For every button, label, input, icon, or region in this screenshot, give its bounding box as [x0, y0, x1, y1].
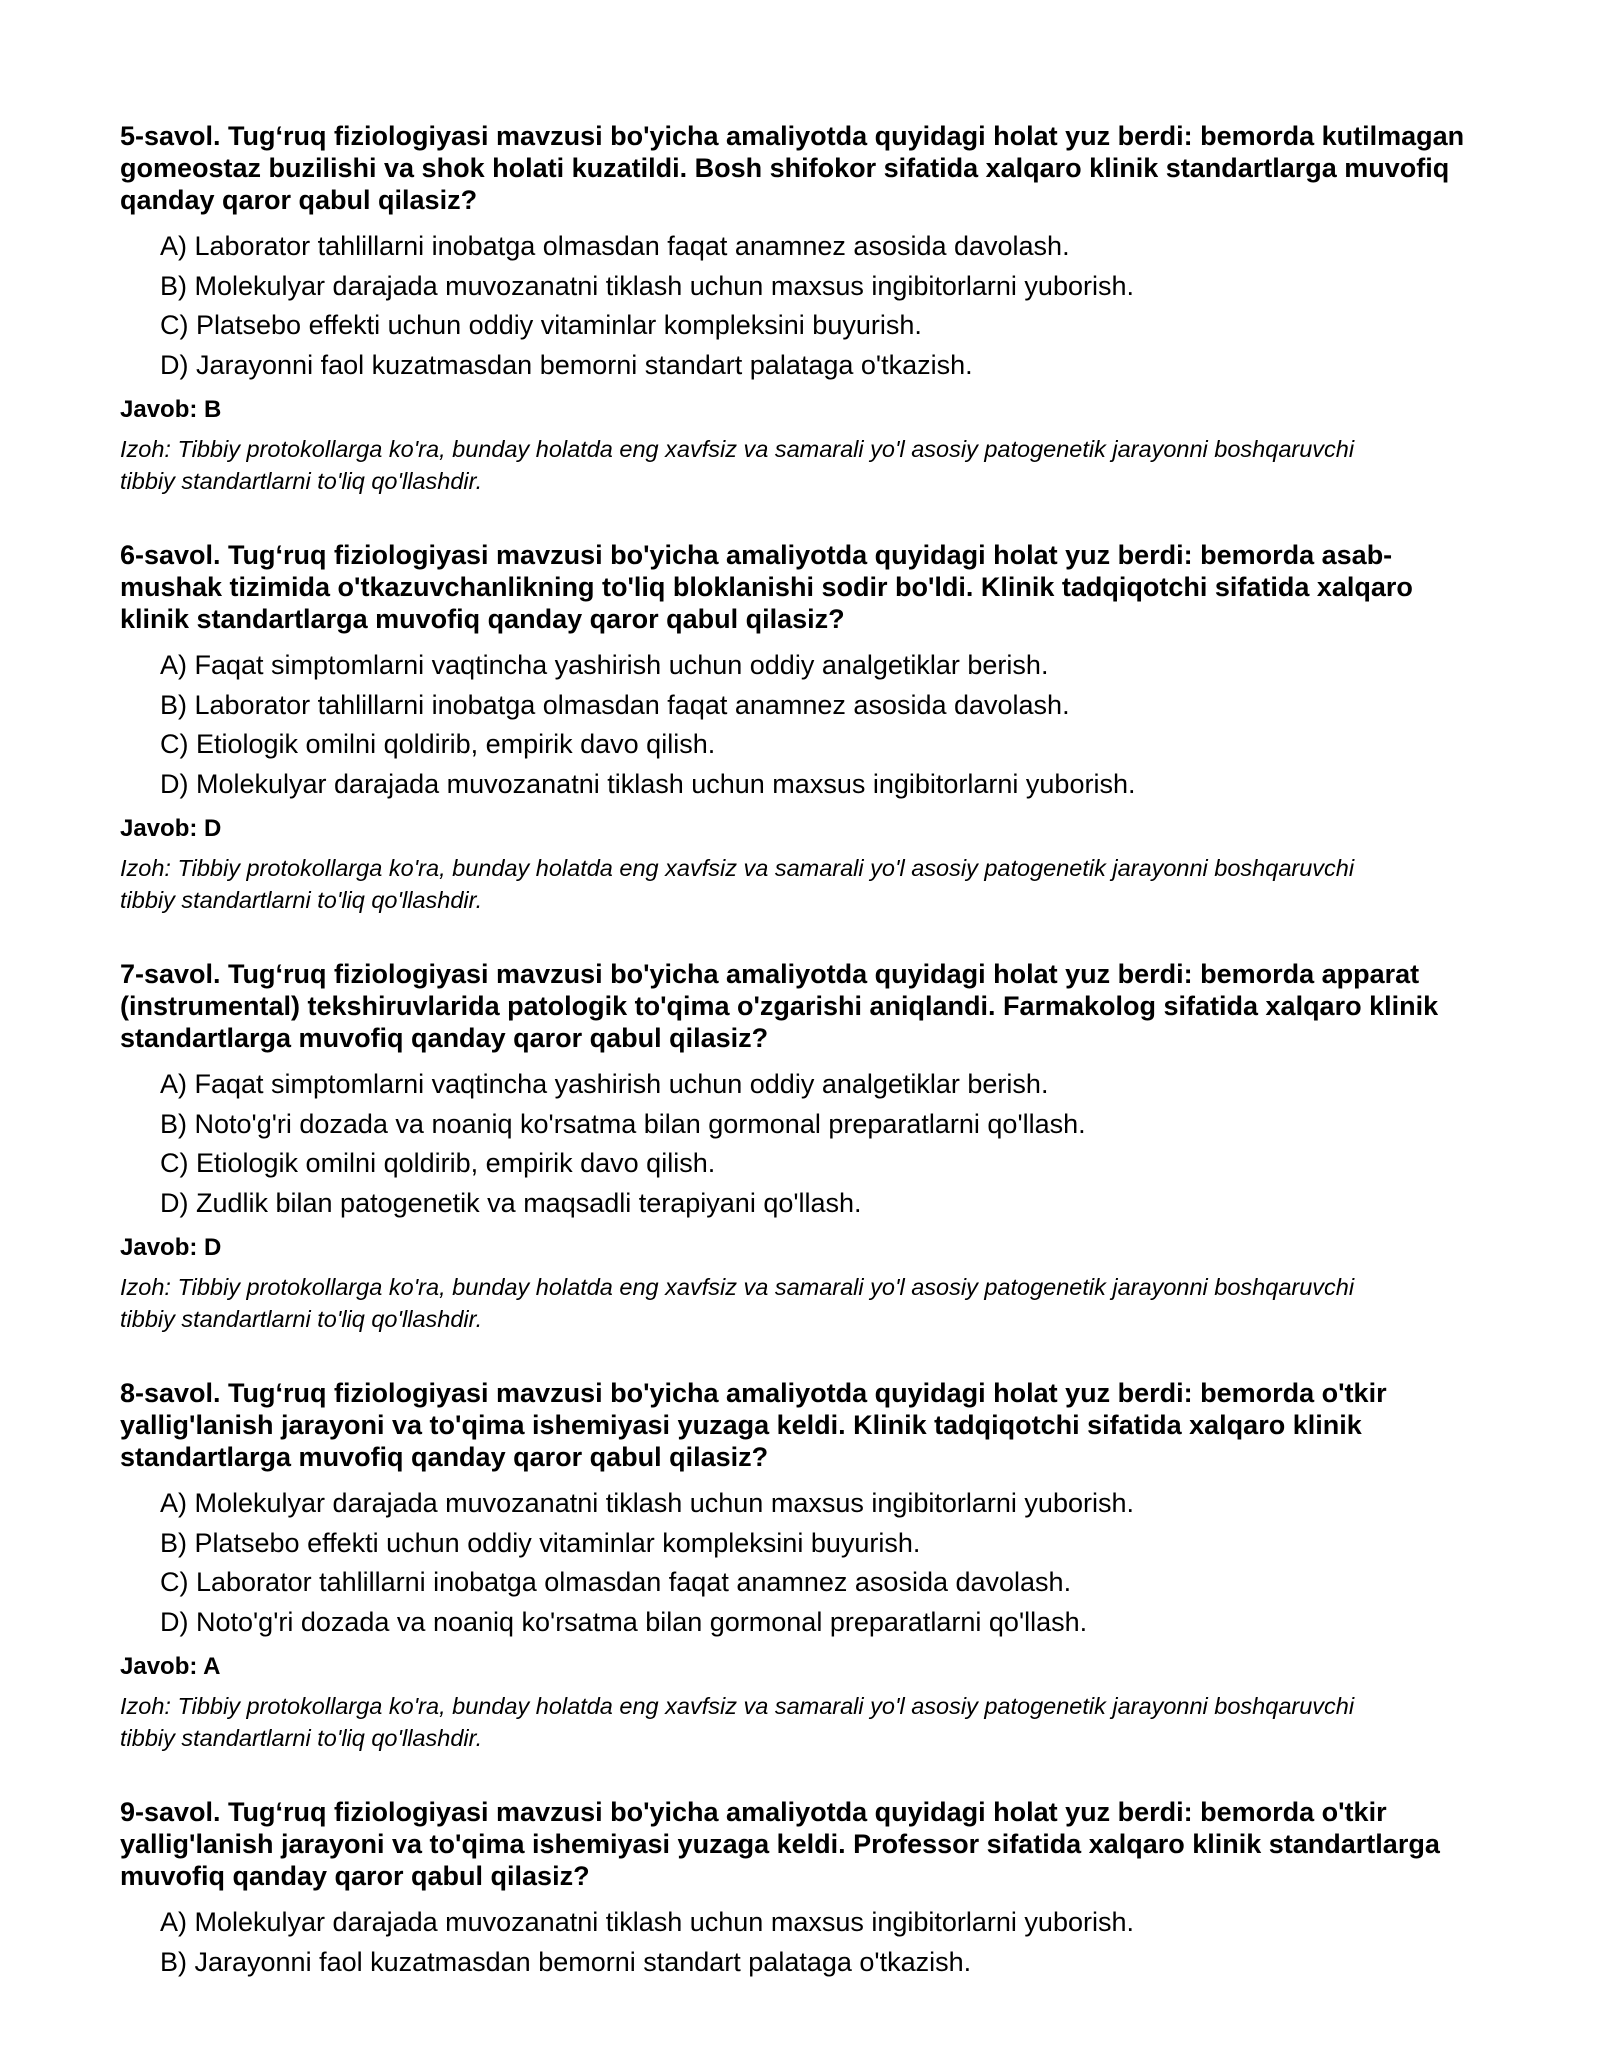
options-list	[120, 1065, 1480, 1223]
option-c: C) Etiologik omilni qoldirib, empirik davo qilish.	[160, 1148, 716, 1178]
options-list	[120, 227, 1480, 385]
option-d: D) Noto'g'ri dozada va noaniq ko'rsatma bilan gormonal preparatlarni qo'llash.	[160, 1606, 1088, 1637]
options-list	[120, 646, 1480, 804]
question-text: 7-savol. Tug‘ruq fiziologiyasi mavzusi bo'yicha amaliyotda quyidagi holat yuz berdi: bemorda apparat (instrumental) tekshiruvlarida patologik to'qima o'zgarishi aniqlandi. Farmakolog sifatida xalqaro klinik standartlarga muvofiq qanday qaror qabul qilasiz?	[120, 959, 1439, 1053]
document-page	[120, 120, 1480, 2024]
question-text: 6-savol. Tug‘ruq fiziologiyasi mavzusi bo'yicha amaliyotda quyidagi holat yuz berdi: bemorda asab-mushak tizimida o'tkazuvchanlikning to'liq bloklanishi sodir bo'ldi. Klinik tadqiqotchi sifatida xalqaro klinik standartlarga muvofiq qanday qaror qabul qilasiz?	[120, 540, 1413, 634]
answer-label: Javob: D	[120, 1234, 222, 1261]
option-b: B) Noto'g'ri dozada va noaniq ko'rsatma bilan gormonal preparatlarni qo'llash.	[160, 1108, 1086, 1139]
option-b: B) Jarayonni faol kuzatmasdan bemorni standart palataga o'tkazish.	[160, 1946, 972, 1977]
options-list	[120, 1903, 1480, 1982]
question-block	[120, 1377, 1480, 1754]
option-d: D) Molekulyar darajada muvozanatni tiklash uchun maxsus ingibitorlarni yuborish.	[160, 768, 1136, 799]
question-block	[120, 120, 1480, 497]
explanation-text: Izoh: Tibbiy protokollarga ko'ra, bunday holatda eng xavfsiz va samarali yo'l asosiy patogenetik jarayonni boshqaruvchi tibbiy standartlarni to'liq qo'llashdir.	[120, 855, 1355, 913]
question-block	[120, 958, 1480, 1335]
options-list	[120, 1484, 1480, 1642]
option-d: D) Zudlik bilan patogenetik va maqsadli terapiyani qo'llash.	[160, 1187, 862, 1218]
option-a: A) Molekulyar darajada muvozanatni tiklash uchun maxsus ingibitorlarni yuborish.	[160, 1488, 1134, 1518]
option-a: A) Faqat simptomlarni vaqtincha yashirish uchun oddiy analgetiklar berish.	[160, 1069, 1049, 1099]
option-b: B) Molekulyar darajada muvozanatni tiklash uchun maxsus ingibitorlarni yuborish.	[160, 270, 1134, 301]
question-block	[120, 539, 1480, 916]
explanation-text: Izoh: Tibbiy protokollarga ko'ra, bunday holatda eng xavfsiz va samarali yo'l asosiy patogenetik jarayonni boshqaruvchi tibbiy standartlarni to'liq qo'llashdir.	[120, 436, 1355, 494]
option-c: C) Platsebo effekti uchun oddiy vitaminlar kompleksini buyurish.	[160, 310, 922, 340]
explanation-text: Izoh: Tibbiy protokollarga ko'ra, bunday holatda eng xavfsiz va samarali yo'l asosiy patogenetik jarayonni boshqaruvchi tibbiy standartlarni to'liq qo'llashdir.	[120, 1274, 1355, 1332]
question-text: 8-savol. Tug‘ruq fiziologiyasi mavzusi bo'yicha amaliyotda quyidagi holat yuz berdi: bemorda o'tkir yallig'lanish jarayoni va to'qima ishemiyasi yuzaga keldi. Klinik tadqiqotchi sifatida xalqaro klinik standartlarga muvofiq qanday qaror qabul qilasiz?	[120, 1378, 1387, 1472]
answer-label: Javob: B	[120, 396, 222, 423]
option-b: B) Platsebo effekti uchun oddiy vitaminlar kompleksini buyurish.	[160, 1527, 921, 1558]
option-c: C) Laborator tahlillarni inobatga olmasdan faqat anamnez asosida davolash.	[160, 1567, 1072, 1597]
question-text: 5-savol. Tug‘ruq fiziologiyasi mavzusi bo'yicha amaliyotda quyidagi holat yuz berdi: bemorda kutilmagan gomeostaz buzilishi va shok holati kuzatildi. Bosh shifokor sifatida xalqaro klinik standartlarga muvofiq qanday qaror qabul qilasiz?	[120, 121, 1465, 215]
option-a: A) Faqat simptomlarni vaqtincha yashirish uchun oddiy analgetiklar berish.	[160, 650, 1049, 680]
option-a: A) Laborator tahlillarni inobatga olmasdan faqat anamnez asosida davolash.	[160, 231, 1070, 261]
option-b: B) Laborator tahlillarni inobatga olmasdan faqat anamnez asosida davolash.	[160, 689, 1070, 720]
option-a: A) Molekulyar darajada muvozanatni tiklash uchun maxsus ingibitorlarni yuborish.	[160, 1907, 1134, 1937]
explanation-text: Izoh: Tibbiy protokollarga ko'ra, bunday holatda eng xavfsiz va samarali yo'l asosiy patogenetik jarayonni boshqaruvchi tibbiy standartlarni to'liq qo'llashdir.	[120, 1693, 1355, 1751]
question-block	[120, 1796, 1480, 1982]
answer-label: Javob: A	[120, 1653, 221, 1680]
option-d: D) Jarayonni faol kuzatmasdan bemorni standart palataga o'tkazish.	[160, 349, 973, 380]
option-c: C) Etiologik omilni qoldirib, empirik davo qilish.	[160, 729, 716, 759]
answer-label: Javob: D	[120, 815, 222, 842]
question-text: 9-savol. Tug‘ruq fiziologiyasi mavzusi bo'yicha amaliyotda quyidagi holat yuz berdi: bemorda o'tkir yallig'lanish jarayoni va to'qima ishemiyasi yuzaga keldi. Professor sifatida xalqaro klinik standartlarga muvofiq qanday qaror qabul qilasiz?	[120, 1797, 1440, 1891]
